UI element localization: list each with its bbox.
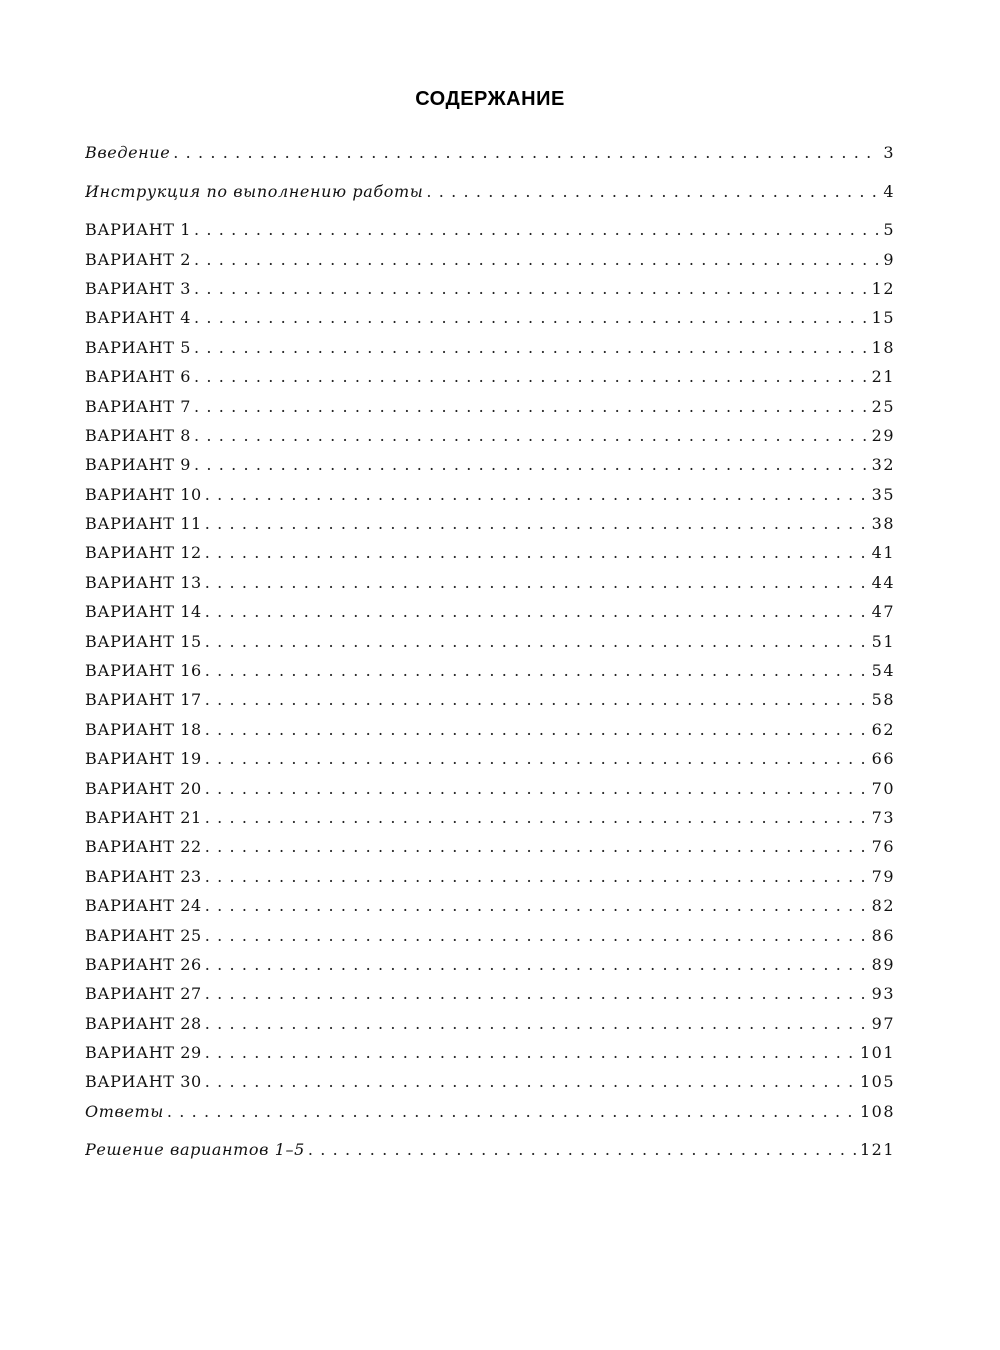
dot-leader xyxy=(205,1038,857,1067)
dot-leader xyxy=(205,509,869,538)
toc-entry-label: ВАРИАНТ 17 xyxy=(85,690,202,710)
toc-entry[interactable] xyxy=(85,774,895,803)
toc-entry[interactable] xyxy=(85,597,895,626)
toc-entry[interactable] xyxy=(85,715,895,744)
toc-entry-label: ВАРИАНТ 23 xyxy=(85,866,202,886)
toc-entry[interactable] xyxy=(85,303,895,332)
toc-entry[interactable] xyxy=(85,950,895,979)
toc-entry[interactable] xyxy=(85,979,895,1008)
dot-leader xyxy=(194,274,869,303)
toc-entry-page-number: 12 xyxy=(871,278,895,298)
dot-leader xyxy=(205,597,869,626)
toc-entry[interactable] xyxy=(85,627,895,656)
toc-entry-page-number: 73 xyxy=(871,807,895,827)
toc-entry-page-number: 101 xyxy=(859,1043,895,1063)
toc-entry[interactable] xyxy=(85,538,895,567)
toc-entry-page-number: 29 xyxy=(871,425,895,445)
toc-entry-page-number: 86 xyxy=(871,925,895,945)
toc-entry-page-number: 4 xyxy=(883,181,895,201)
toc-entry-label: ВАРИАНТ 12 xyxy=(85,543,202,563)
toc-entry-page-number: 41 xyxy=(871,543,895,563)
toc-entry[interactable] xyxy=(85,421,895,450)
toc-entry[interactable] xyxy=(85,392,895,421)
toc-entry-label: ВАРИАНТ 10 xyxy=(85,484,202,504)
toc-entry[interactable] xyxy=(85,215,895,244)
toc-entry-page-number: 54 xyxy=(871,661,895,681)
toc-entry-page-number: 58 xyxy=(871,690,895,710)
toc-entry-page-number: 62 xyxy=(871,719,895,739)
toc-entry-label: ВАРИАНТ 28 xyxy=(85,1013,202,1033)
dot-leader xyxy=(194,245,880,274)
dot-leader xyxy=(194,303,869,332)
dot-leader xyxy=(205,774,869,803)
toc-entry-page-number: 3 xyxy=(883,143,895,162)
toc-entry-label: ВАРИАНТ 21 xyxy=(85,807,202,827)
table-of-contents xyxy=(85,138,895,1165)
toc-entry-label: ВАРИАНТ 11 xyxy=(85,514,202,534)
toc-entry-label: ВАРИАНТ 7 xyxy=(85,396,192,416)
dot-leader xyxy=(167,1097,857,1126)
toc-entry[interactable] xyxy=(85,921,895,950)
toc-entry-page-number: 70 xyxy=(871,778,895,798)
toc-entry[interactable] xyxy=(85,138,895,167)
toc-entry-page-number: 15 xyxy=(871,308,895,328)
dot-leader xyxy=(205,950,869,979)
page-title: СОДЕРЖАНИЕ xyxy=(415,88,565,110)
toc-entry-label: ВАРИАНТ 19 xyxy=(85,749,202,769)
dot-leader xyxy=(194,421,869,450)
dot-leader xyxy=(194,450,869,479)
toc-entry-page-number: 32 xyxy=(871,455,895,475)
dot-leader xyxy=(194,392,869,421)
toc-entry-label: ВАРИАНТ 16 xyxy=(85,661,202,681)
toc-entry-page-number: 108 xyxy=(859,1101,895,1121)
toc-entry[interactable] xyxy=(85,333,895,362)
dot-leader xyxy=(205,1067,857,1096)
toc-entry-page-number: 25 xyxy=(871,396,895,416)
toc-entry-label: ВАРИАНТ 13 xyxy=(85,572,202,592)
toc-entry[interactable] xyxy=(85,803,895,832)
toc-entry-label: Ответы xyxy=(85,1101,164,1121)
toc-entry-label: ВАРИАНТ 5 xyxy=(85,337,192,357)
toc-entry-page-number: 21 xyxy=(871,367,895,387)
toc-entry-label: ВАРИАНТ 3 xyxy=(85,278,192,298)
toc-entry-page-number: 47 xyxy=(871,602,895,622)
toc-entry-page-number: 121 xyxy=(859,1140,895,1160)
toc-entry[interactable] xyxy=(85,891,895,920)
dot-leader xyxy=(205,921,869,950)
toc-entry-page-number: 5 xyxy=(883,220,895,240)
toc-entry-page-number: 93 xyxy=(871,984,895,1004)
toc-entry-page-number: 76 xyxy=(871,837,895,857)
dot-leader xyxy=(426,177,880,206)
toc-entry-page-number: 18 xyxy=(871,337,895,357)
toc-entry-label: ВАРИАНТ 30 xyxy=(85,1072,202,1092)
toc-entry-page-number: 82 xyxy=(871,896,895,916)
toc-entry-page-number: 97 xyxy=(871,1013,895,1033)
toc-entry-label: ВАРИАНТ 14 xyxy=(85,602,202,622)
dot-leader xyxy=(205,627,869,656)
dot-leader xyxy=(194,333,869,362)
toc-entry-page-number: 35 xyxy=(871,484,895,504)
toc-entry-label: ВАРИАНТ 2 xyxy=(85,249,192,269)
dot-leader xyxy=(308,1135,857,1164)
dot-leader xyxy=(205,715,869,744)
toc-entry-label: ВАРИАНТ 26 xyxy=(85,954,202,974)
toc-entry-label: ВАРИАНТ 20 xyxy=(85,778,202,798)
dot-leader xyxy=(205,862,869,891)
dot-leader xyxy=(173,138,880,167)
toc-entry[interactable] xyxy=(85,656,895,685)
toc-entry-label: ВАРИАНТ 15 xyxy=(85,631,202,651)
dot-leader xyxy=(205,744,869,773)
toc-entry[interactable] xyxy=(85,450,895,479)
toc-entry-page-number: 9 xyxy=(883,249,895,269)
dot-leader xyxy=(205,685,869,714)
toc-entry[interactable] xyxy=(85,1067,895,1096)
toc-entry[interactable] xyxy=(85,1135,895,1164)
toc-entry-page-number: 79 xyxy=(871,866,895,886)
dot-leader xyxy=(194,362,869,391)
toc-entry-label: ВАРИАНТ 1 xyxy=(85,220,192,240)
toc-entry[interactable] xyxy=(85,685,895,714)
toc-entry-page-number: 38 xyxy=(871,514,895,534)
toc-entry-label: Решение вариантов 1–5 xyxy=(85,1140,305,1160)
toc-entry-label: Инструкция по выполнению работы xyxy=(85,181,424,201)
toc-entry[interactable] xyxy=(85,1009,895,1038)
dot-leader xyxy=(205,832,869,861)
toc-entry[interactable] xyxy=(85,744,895,773)
dot-leader xyxy=(205,803,869,832)
toc-entry[interactable] xyxy=(85,245,895,274)
toc-entry[interactable] xyxy=(85,480,895,509)
toc-entry-page-number: 89 xyxy=(871,954,895,974)
dot-leader xyxy=(194,215,880,244)
toc-entry-label: ВАРИАНТ 8 xyxy=(85,425,192,445)
toc-entry-page-number: 44 xyxy=(871,572,895,592)
toc-entry-label: ВАРИАНТ 6 xyxy=(85,367,192,387)
toc-entry-label: ВАРИАНТ 27 xyxy=(85,984,202,1004)
dot-leader xyxy=(205,891,869,920)
toc-entry[interactable] xyxy=(85,862,895,891)
toc-entry[interactable] xyxy=(85,362,895,391)
toc-entry-label: ВАРИАНТ 29 xyxy=(85,1043,202,1063)
toc-entry[interactable] xyxy=(85,1097,895,1126)
toc-entry-page-number: 51 xyxy=(871,631,895,651)
toc-entry[interactable] xyxy=(85,1038,895,1067)
toc-entry[interactable] xyxy=(85,274,895,303)
toc-entry-page-number: 105 xyxy=(859,1072,895,1092)
toc-entry[interactable] xyxy=(85,832,895,861)
toc-entry-label: ВАРИАНТ 24 xyxy=(85,896,202,916)
dot-leader xyxy=(205,480,869,509)
toc-entry[interactable] xyxy=(85,568,895,597)
toc-entry-label: Введение xyxy=(85,143,171,162)
dot-leader xyxy=(205,568,869,597)
toc-entry-page-number: 66 xyxy=(871,749,895,769)
toc-entry[interactable] xyxy=(85,177,895,206)
dot-leader xyxy=(205,979,869,1008)
toc-entry-label: ВАРИАНТ 18 xyxy=(85,719,202,739)
toc-entry-label: ВАРИАНТ 9 xyxy=(85,455,192,475)
dot-leader xyxy=(205,1009,869,1038)
dot-leader xyxy=(205,538,869,567)
toc-entry-label: ВАРИАНТ 4 xyxy=(85,308,192,328)
dot-leader xyxy=(205,656,869,685)
toc-entry-label: ВАРИАНТ 22 xyxy=(85,837,202,857)
toc-entry[interactable] xyxy=(85,509,895,538)
toc-entry-label: ВАРИАНТ 25 xyxy=(85,925,202,945)
